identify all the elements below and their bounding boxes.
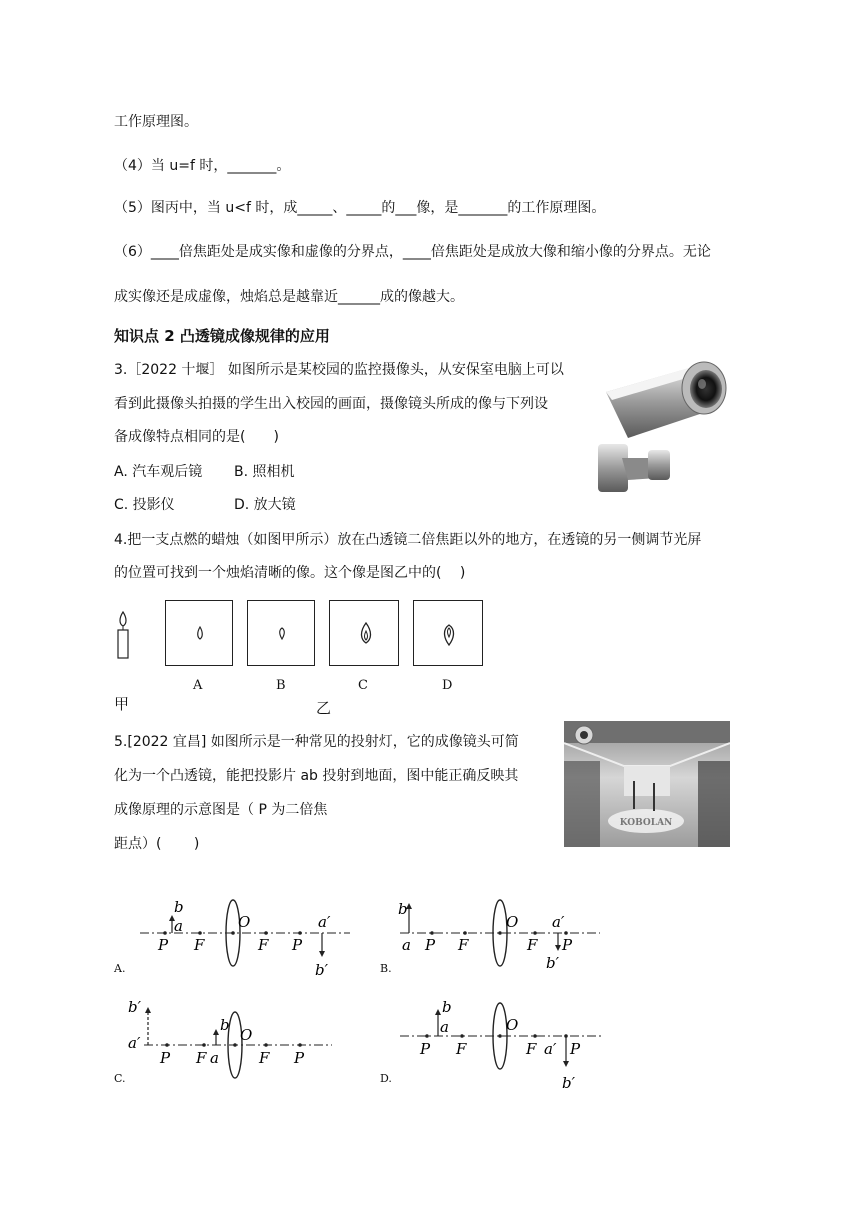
option-box-c[interactable] [329,600,399,666]
label-o: O [506,1016,519,1034]
label-p: P [420,1040,431,1058]
label-a-prime: a′ [318,913,331,931]
q5-text: 距点）( ) [114,836,200,852]
option-label-c: C [358,678,368,693]
optics-diagram-b[interactable] [380,880,620,980]
label-b: b [442,998,452,1016]
security-camera-image [592,358,732,496]
label-b-prime: b′ [128,998,142,1016]
label-p: P [425,936,436,954]
label-a-prime: a′ [552,913,565,931]
label-a-prime: a′ [544,1040,557,1058]
label-p: P [570,1040,581,1058]
q3-text: 3.［2022 十堰］ 如图所示是某校园的监控摄像头，从安保室电脑上可以 [114,362,564,378]
diagram-label-c: C. [114,1072,126,1085]
option-box-b[interactable] [247,600,315,666]
optics-diagram-d[interactable] [380,990,620,1100]
label-f: F [259,1049,270,1067]
label-b: b [398,900,408,918]
diagram-label-d: D. [380,1072,392,1085]
flame-icon [166,601,232,665]
label-p: P [294,1049,305,1067]
label-p: P [158,936,169,954]
flame-icon [330,601,398,665]
label-b-prime: b′ [315,961,329,979]
q5-text: 化为一个凸透镜，能把投影片 ab 投射到地面，图中能正确反映其 [114,768,519,784]
label-b-prime: b′ [546,954,560,972]
section-heading: 知识点 2 凸透镜成像规律的应用 [114,327,330,345]
label-f: F [458,936,469,954]
text-line: （6）____倍焦距处是成实像和虚像的分界点，____倍焦距处是成放大像和缩小像的分界点。无论 [114,244,711,260]
q4-text: 的位置可找到一个烛焰清晰的像。这个像是图乙中的( ) [114,565,466,581]
label-a: a [174,917,183,935]
text-line: 工作原理图。 [114,114,198,130]
diagram-label-a: A. [114,962,126,975]
figure-label-yi: 乙 [316,699,332,717]
label-p: P [292,936,303,954]
q3-text: 看到此摄像头拍摄的学生出入校园的画面，摄像镜头所成的像与下列设 [114,396,548,412]
label-a-prime: a′ [128,1034,141,1052]
text-line: 成实像还是成虚像，烛焰总是越靠近______成的像越大。 [114,289,464,305]
q5-text: 成像原理的示意图是（ P 为二倍焦 [114,802,328,818]
label-a: a [210,1049,219,1067]
q3-option-c: C. 投影仪 [114,497,175,513]
q5-text: 5.[2022 宜昌] 如图所示是一种常见的投射灯，它的成像镜头可简 [114,734,519,750]
q4-text: 4.把一支点燃的蜡烛（如图甲所示）放在凸透镜二倍焦距以外的地方，在透镜的另一侧调节光屏 [114,532,702,548]
label-f: F [456,1040,467,1058]
label-o: O [506,913,519,931]
q3-option-d: D. 放大镜 [234,497,296,513]
label-f: F [196,1049,207,1067]
label-b: b [220,1016,230,1034]
projector-lamp-photo [564,721,730,847]
label-f: F [258,936,269,954]
option-box-d[interactable] [413,600,483,666]
option-label-b: B [276,678,286,693]
optics-diagram-a[interactable] [110,880,360,980]
label-f: F [194,936,205,954]
q3-option-a: A. 汽车观后镜 [114,464,203,480]
label-b: b [174,898,184,916]
flame-icon [414,601,482,665]
label-a: a [440,1018,449,1036]
text-line: （4）当 u=f 时，_______。 [114,158,291,174]
figure-label-jia: 甲 [114,695,130,713]
projected-text: KOBOLAN [619,818,673,828]
q3-option-b: B. 照相机 [234,464,295,480]
label-o: O [240,1026,253,1044]
label-f: F [526,1040,537,1058]
label-o: O [238,913,251,931]
label-b-prime: b′ [562,1074,576,1092]
candle-figure [114,610,132,660]
option-box-a[interactable] [165,600,233,666]
diagram-label-b: B. [380,962,392,975]
label-p: P [562,936,573,954]
option-label-a: A [193,678,203,693]
label-a: a [402,936,411,954]
optics-diagram-c[interactable] [110,990,360,1086]
label-f: F [527,936,538,954]
flame-icon [248,601,314,665]
option-label-d: D [442,678,453,693]
label-p: P [160,1049,171,1067]
q3-text: 备成像特点相同的是( ) [114,429,279,445]
text-line: （5）图丙中，当 u<f 时，成_____、_____的___像，是_______的工作原理图。 [114,200,606,216]
